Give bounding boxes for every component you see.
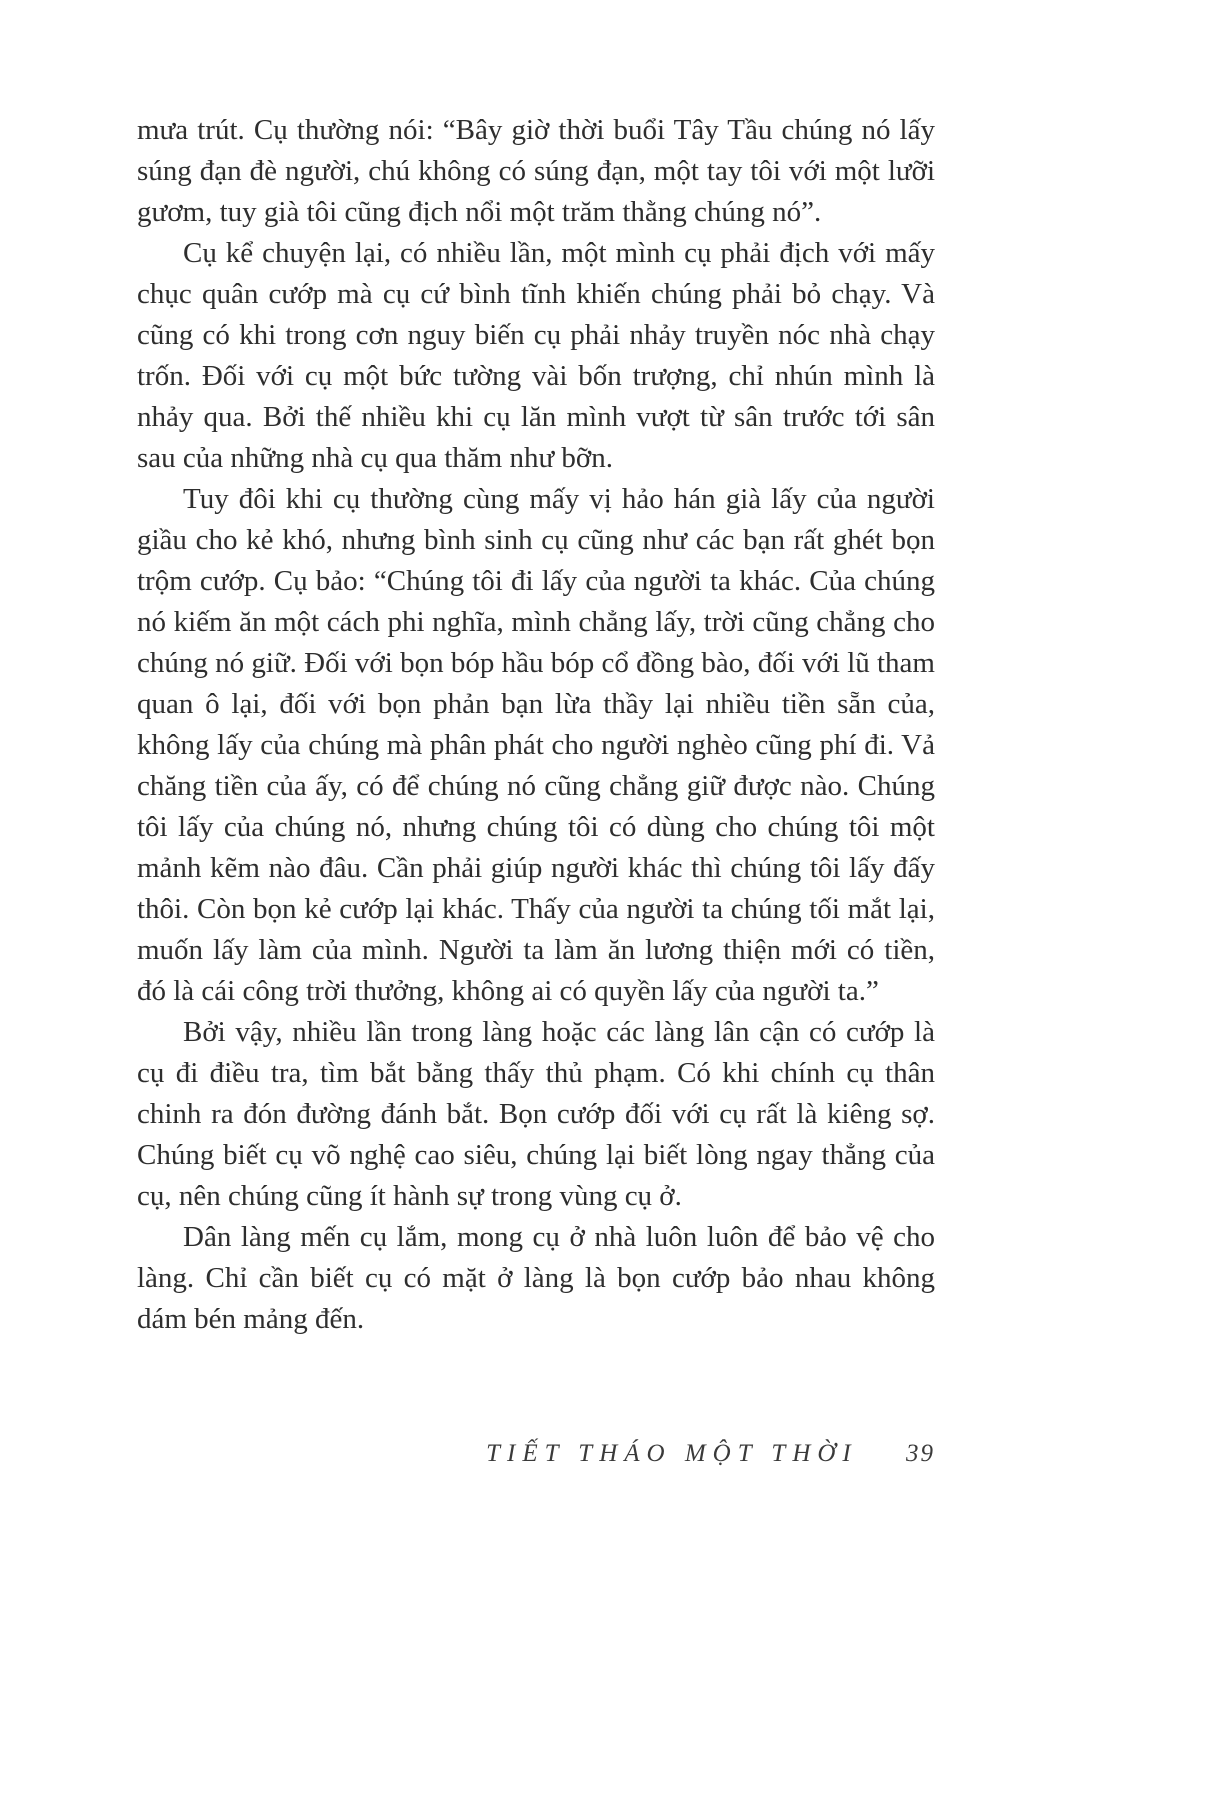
- page-footer: [137, 1440, 935, 1468]
- paragraph-3: Tuy đôi khi cụ thường cùng mấy vị hảo hán già lấy của người giầu cho kẻ khó, nhưng bình sinh cụ cũng như các bạn rất ghét bọn trộm cướp. Cụ bảo: “Chúng tôi đi lấy của người ta khác. Của chúng nó kiếm ăn một cách phi nghĩa, mình chẳng lấy, trời cũng chẳng cho chúng nó giữ. Đối với bọn bóp hầu bóp cổ đồng bào, đối với lũ tham quan ô lại, đối với bọn phản bạn lừa thầy lại nhiều tiền sẵn của, không lấy của chúng mà phân phát cho người nghèo cũng phí đi. Vả chăng tiền của ấy, có để chúng nó cũng chẳng giữ được nào. Chúng tôi lấy của chúng nó, nhưng chúng tôi có dùng cho chúng tôi một mảnh kẽm nào đâu. Cần phải giúp người khác thì chúng tôi lấy đấy thôi. Còn bọn kẻ cướp lại khác. Thấy của người ta chúng tối mắt lại, muốn lấy làm của mình. Người ta làm ăn lương thiện mới có tiền, đó là cái công trời thưởng, không ai có quyền lấy của người ta.”: [137, 483, 935, 1007]
- paragraph-4: Bởi vậy, nhiều lần trong làng hoặc các làng lân cận có cướp là cụ đi điều tra, tìm bắt bằng thấy thủ phạm. Có khi chính cụ thân chinh ra đón đường đánh bắt. Bọn cướp đối với cụ rất là kiêng sợ. Chúng biết cụ võ nghệ cao siêu, chúng lại biết lòng ngay thẳng của cụ, nên chúng cũng ít hành sự trong vùng cụ ở.: [137, 1016, 935, 1212]
- paragraph-1: mưa trút. Cụ thường nói: “Bây giờ thời buổi Tây Tầu chúng nó lấy súng đạn đè người, chú không có súng đạn, một tay tôi với một lưỡi gươm, tuy già tôi cũng địch nổi một trăm thằng chúng nó”.: [137, 114, 935, 228]
- running-title: TIẾT THÁO MỘT THỜI: [486, 1440, 858, 1467]
- page-number: 39: [906, 1440, 935, 1467]
- page-body-text: [137, 110, 935, 1340]
- paragraph-2: Cụ kể chuyện lại, có nhiều lần, một mình cụ phải địch với mấy chục quân cướp mà cụ cứ bình tĩnh khiến chúng phải bỏ chạy. Và cũng có khi trong cơn nguy biến cụ phải nhảy truyền nóc nhà chạy trốn. Đối với cụ một bức tường vài bốn trượng, chỉ nhún mình là nhảy qua. Bởi thế nhiều khi cụ lăn mình vượt từ sân trước tới sân sau của những nhà cụ qua thăm như bỡn.: [137, 237, 935, 474]
- paragraph-5: Dân làng mến cụ lắm, mong cụ ở nhà luôn luôn để bảo vệ cho làng. Chỉ cần biết cụ có mặt ở làng là bọn cướp bảo nhau không dám bén mảng đến.: [137, 1221, 935, 1335]
